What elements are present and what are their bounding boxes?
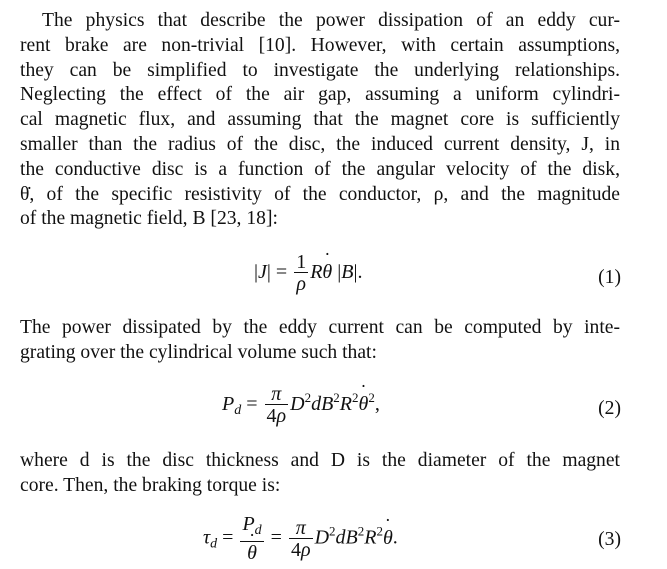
paragraph-power	[20, 316, 620, 366]
equation-2-body: $P_d$ = $\frac{\pi}{4\rho}$ $D^2dB^2R^2\theta$ ˙$^2$,	[222, 384, 380, 427]
text-line: rent brake are non-trivial [10]. However, with certain assumptions,	[20, 34, 620, 56]
equation-3	[0, 514, 667, 566]
text-line: where d is the disc thickness and D is the diameter of the magnet	[20, 450, 620, 471]
equation-3-body: $\tau_d$ = $\frac{P_d}{\theta}$ ˙ = $\frac{\pi}{4\rho}$ $D^2dB^2R^2\theta$ ˙.	[203, 514, 398, 564]
equation-1-body: |J| = $\frac{1}{\rho}$ Rθ ˙ |B|.	[254, 252, 363, 295]
equation-2	[0, 384, 667, 436]
text-line: The physics that describe the power dissipation of an eddy cur-	[42, 10, 620, 31]
equation-3-number: (3)	[598, 529, 621, 550]
text-line: cal magnetic flux, and assuming that the magnet core is sufficiently	[20, 109, 620, 131]
text-line: core. Then, the braking torque is:	[20, 474, 281, 496]
text-line: The power dissipated by the eddy current can be computed by inte-	[20, 317, 620, 338]
equation-1-number: (1)	[598, 267, 621, 288]
text-line: θ̇, of the specific resistivity of the conductor, ρ, and the magnitude	[20, 183, 620, 205]
text-line: the conductive disc is a function of the angular velocity of the disk,	[20, 158, 620, 180]
equation-2-number: (2)	[598, 398, 621, 419]
text-line: smaller than the radius of the disc, the induced current density, J, in	[20, 133, 620, 155]
text-line: grating over the cylindrical volume such that:	[20, 341, 377, 363]
text-line: they can be simplified to investigate the underlying relationships.	[20, 59, 620, 81]
paragraph-intro	[20, 9, 620, 232]
text-line: Neglecting the effect of the air gap, assuming a uniform cylindri-	[20, 84, 620, 106]
text-line: of the magnetic field, B [23, 18]:	[20, 208, 278, 230]
paragraph-torque	[20, 449, 620, 499]
equation-1	[0, 252, 667, 304]
